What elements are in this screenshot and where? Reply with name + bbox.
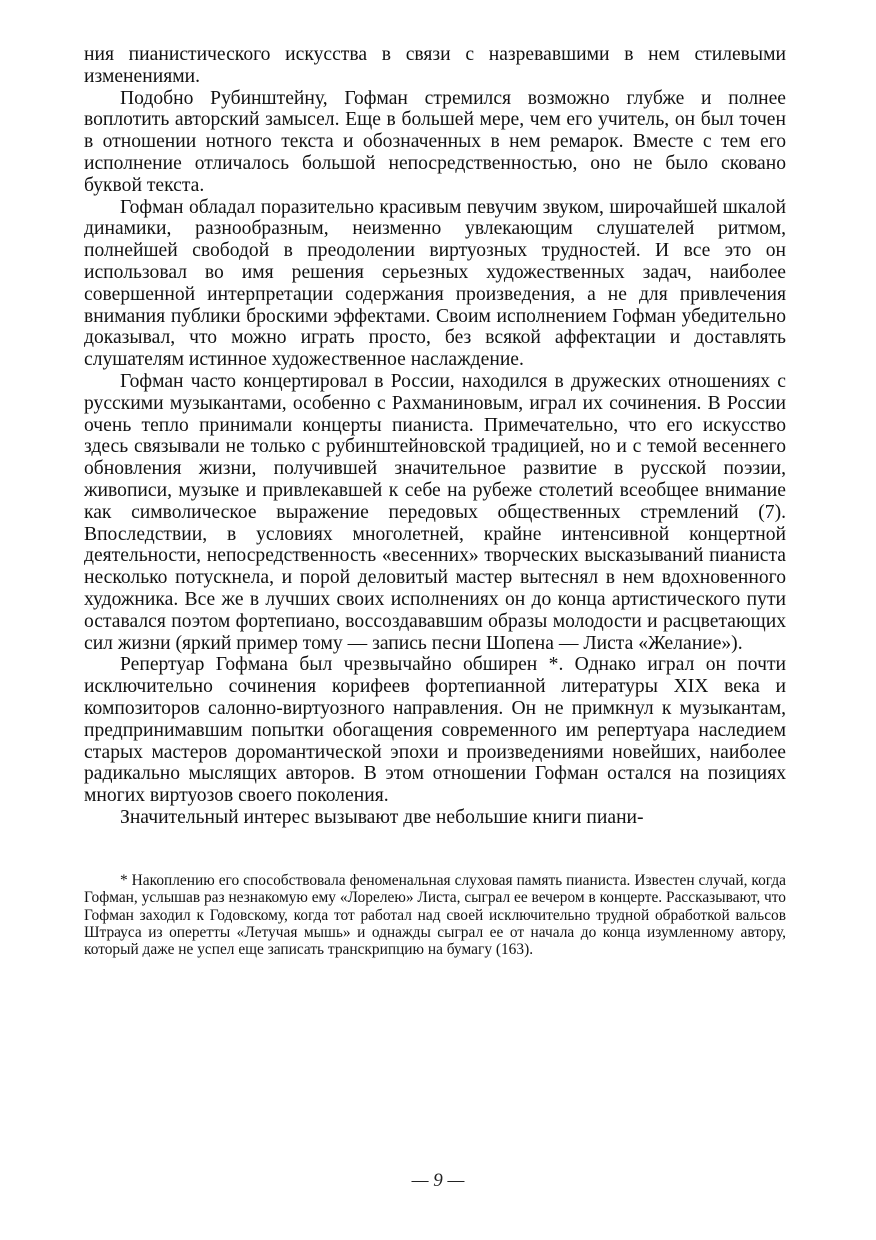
paragraph: Подобно Рубинштейну, Гофман стремился возможно глубже и полнее воплотить авторский замысел. Еще в большей мере, чем его учитель, он был точен в отношении нотного текста и обозначенных в нем ремарок. Вместе с тем его исполнение отличалось большой непосредственностью, оно не было сковано буквой текста. [84, 87, 786, 196]
footnote: * Накоплению его способствовала феноменальная слуховая память пианиста. Известен случай, когда Гофман, услышав раз незнакомую ему «Лорелею» Листа, сыграл ее вечером в концерте. Рассказывают, что Гофман заходил к Годовскому, когда тот работал над своей исключительно трудной обработкой вальсов Штрауса из оперетты «Летучая мышь» и однажды сыграл ее от начала до конца изумленному автору, который даже не успел еще записать транскрипцию на бумагу (163). [84, 871, 786, 959]
paragraph: Гофман обладал поразительно красивым певучим звуком, широчайшей шкалой динамики, разнообразным, неизменно увлекающим слушателей ритмом, полнейшей свободой в преодолении виртуозных трудностей. И все это он использовал во имя решения серьезных художественных задач, наиболее совершенной интерпретации содержания произведения, а не для привлечения внимания публики броскими эффектами. Своим исполнением Гофман убедительно доказывал, что можно играть просто, без всякой аффектации и доставлять слушателям истинное художественное наслаждение. [84, 196, 786, 371]
page [84, 44, 786, 959]
paragraph: Репертуар Гофмана был чрезвычайно обширен *. Однако играл он почти исключительно сочинения корифеев фортепианной литературы XIX века и композиторов салонно-виртуозного направления. Он не примкнул к музыкантам, предпринимавшим попытки обогащения современного им репертуара наследием старых мастеров доромантической эпохи и произведениями новейших, наиболее радикально мыслящих авторов. В этом отношении Гофман остался на позициях многих виртуозов своего поколения. [84, 654, 786, 807]
paragraph: Значительный интерес вызывают две небольшие книги пиани- [120, 806, 644, 828]
page-number: — 9 — [411, 1170, 465, 1191]
paragraph: Гофман часто концертировал в России, находился в дружеских отношениях с русскими музыкантами, особенно с Рахманиновым, играл их сочинения. В России очень тепло принимали концерты пианиста. Примечательно, что его искусство здесь связывали не только с рубинштейновской традицией, но и с темой весеннего обновления жизни, получившей значительное развитие в русской поэзии, живописи, музыке и привлекавшей к себе на рубеже столетий всеобщее внимание как символическое выражение передовых общественных стремлений (7). Впоследствии, в условиях многолетней, крайне интенсивной концертной деятельности, непосредственность «весенних» творческих высказываний пианиста несколько потускнела, и порой деловитый мастер вытеснял в нем вдохновенного художника. Все же в лучших своих исполнениях он до конца артистического пути оставался поэтом фортепиано, воссоздававшим образы молодости и расцветающих сил жизни (яркий пример тому — запись песни Шопена — Листа «Желание»). [84, 370, 786, 654]
paragraph-continuation: ния пианистического искусства в связи с назревавшими в нем стилевыми изменениями. [84, 44, 786, 87]
body-text [84, 44, 786, 829]
